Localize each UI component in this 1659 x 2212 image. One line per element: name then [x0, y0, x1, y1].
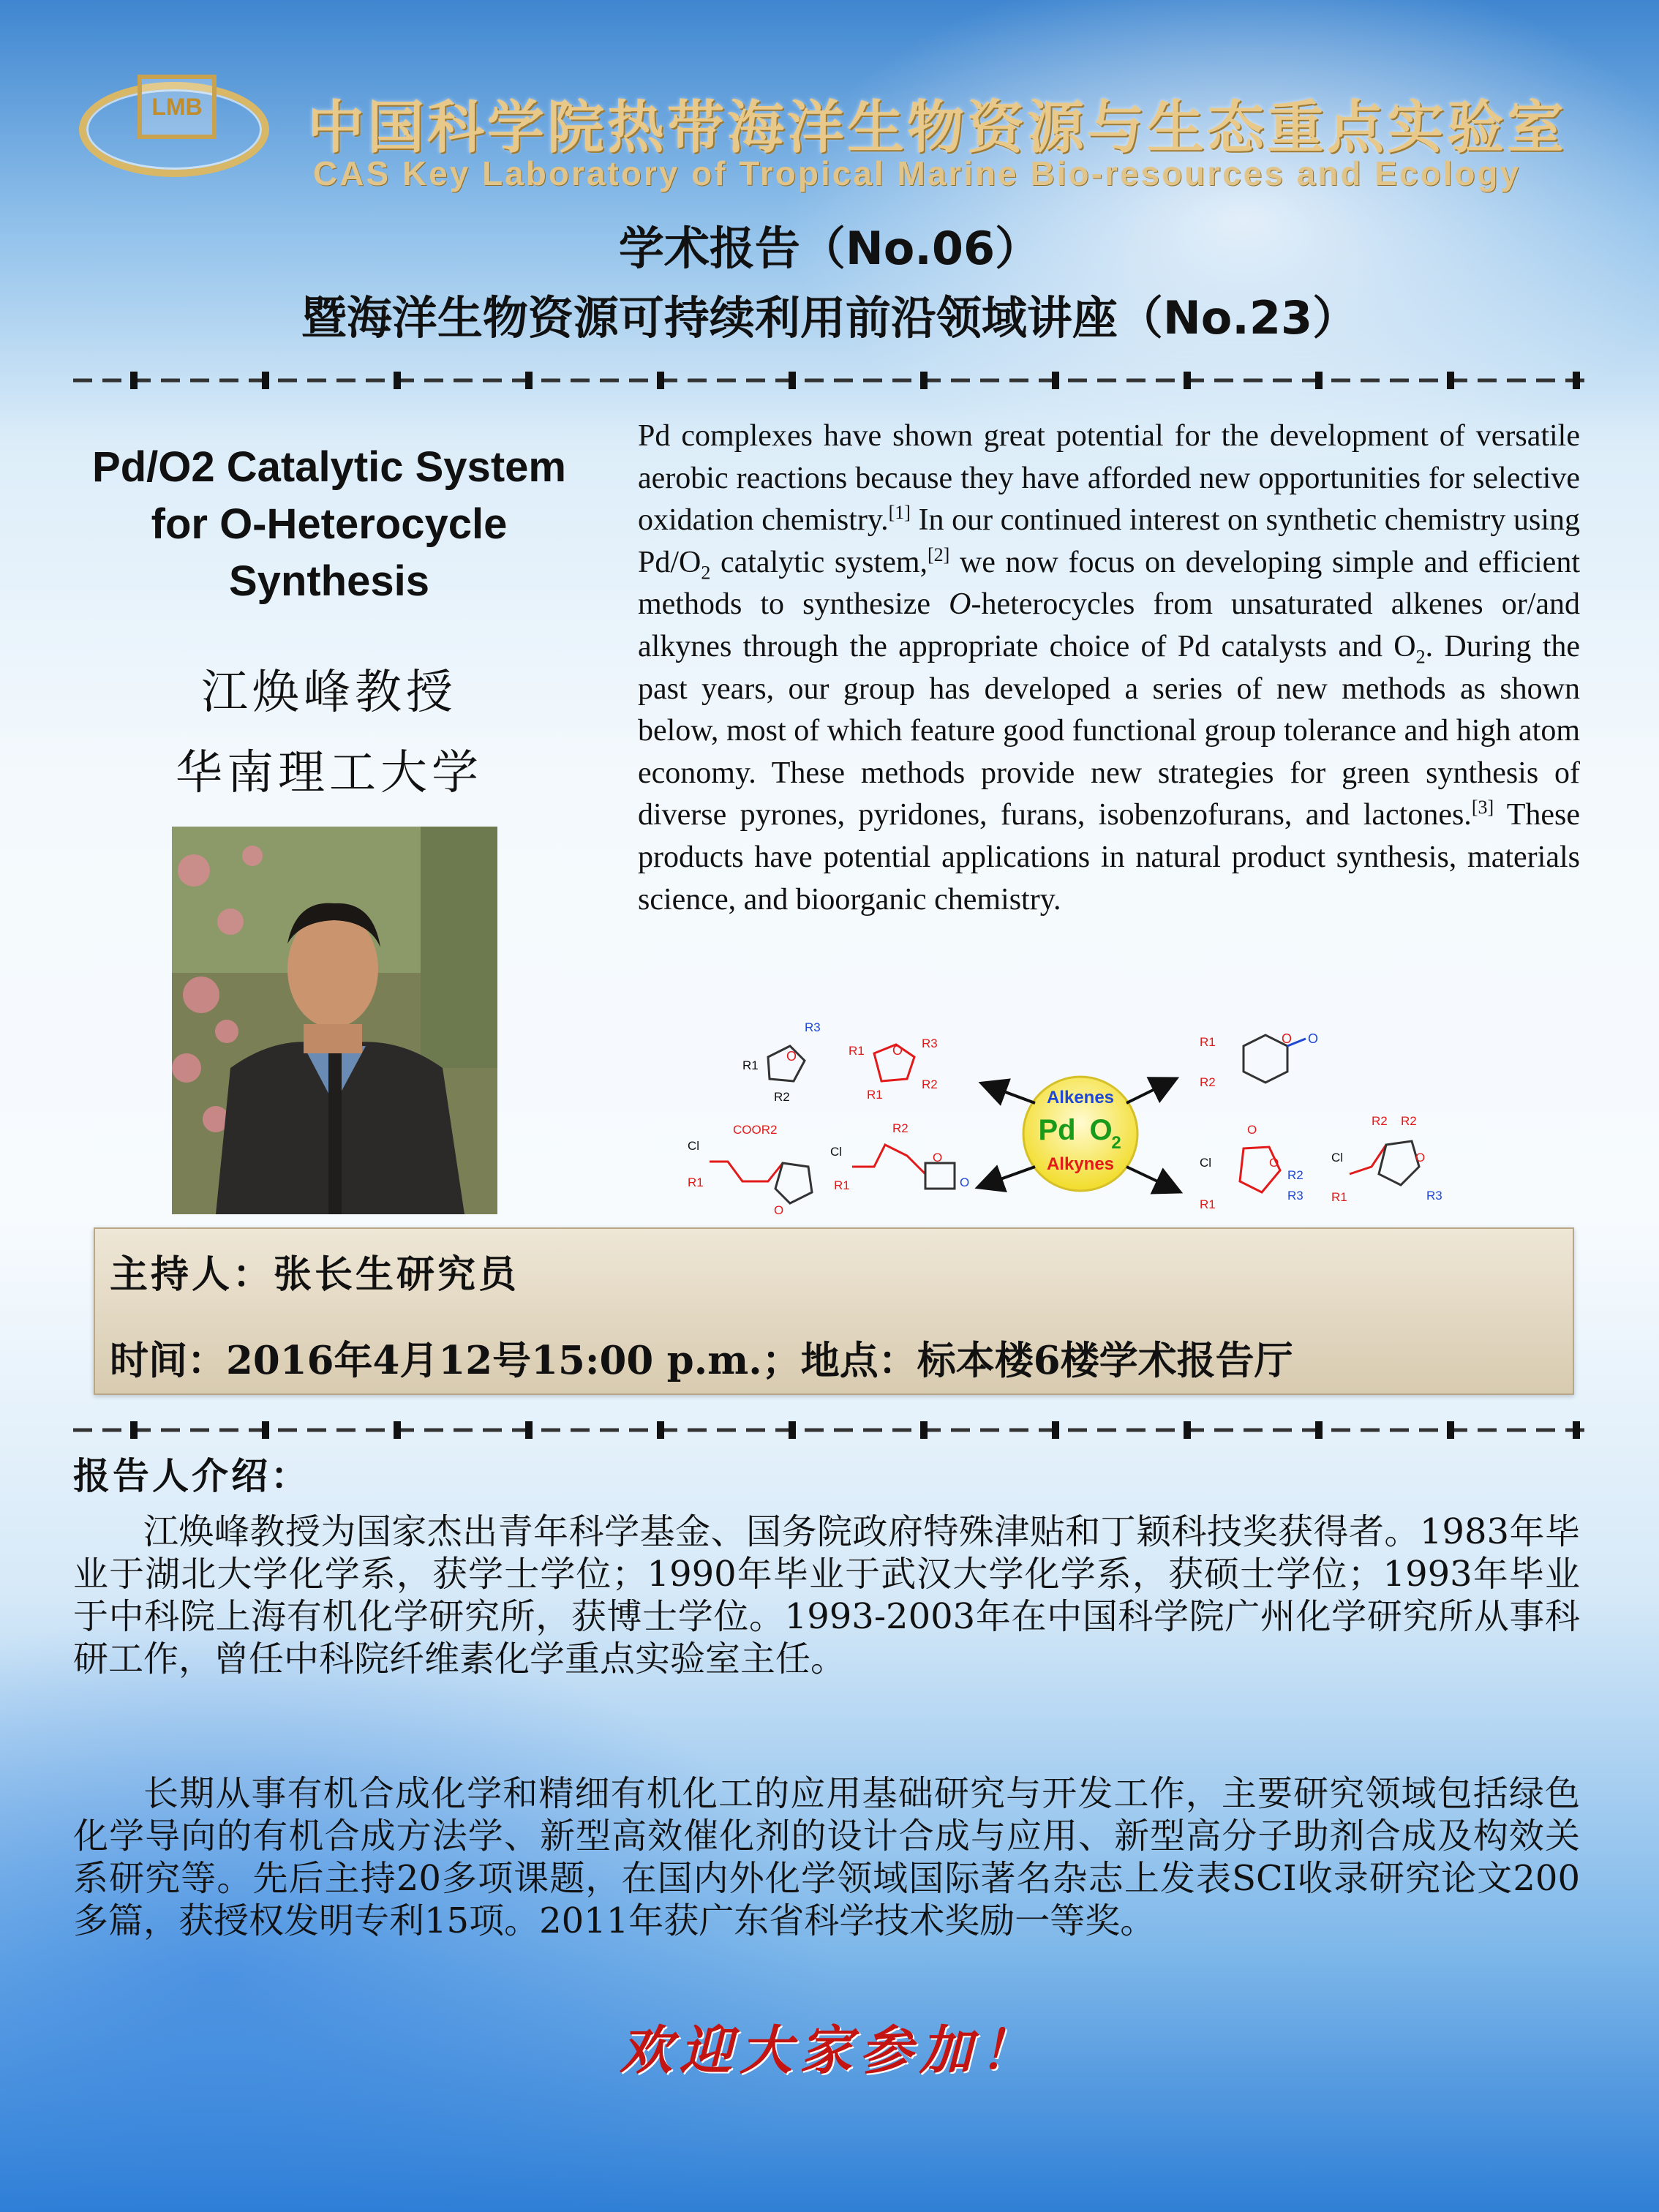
lab-name-cn: 中国科学院热带海洋生物资源与生态重点实验室 [307, 95, 1568, 161]
lab-name-en: CAS Key Laboratory of Tropical Marine Bio-resources and Ecology [313, 154, 1521, 192]
lecture-series-title: 暨海洋生物资源可持续利用前沿领域讲座（No.23） [301, 291, 1358, 345]
svg-text:R1: R1 [1200, 1197, 1216, 1211]
talk-title-line2: for O-Heterocycle [151, 500, 508, 548]
svg-text:O: O [1269, 1156, 1279, 1170]
subscript: 2 [701, 562, 711, 584]
svg-text:R2: R2 [774, 1090, 790, 1104]
lab-logo [138, 75, 217, 139]
alkynes-label: Alkynes [1046, 1154, 1115, 1174]
svg-text:R1: R1 [742, 1058, 759, 1072]
svg-text:R2: R2 [922, 1077, 938, 1091]
svg-text:Cl: Cl [830, 1145, 843, 1159]
svg-text:R2: R2 [892, 1121, 908, 1135]
ester-lactone [688, 1123, 812, 1236]
host-info: 主持人：张长生研究员 [110, 1252, 520, 1297]
tetrahydrofuran [1331, 1114, 1442, 1204]
citation-3: [3] [1471, 797, 1494, 819]
citation-1: [1] [888, 502, 911, 524]
abstract-part: Pd complexes have shown great potential for the development of versatile aerobic reactions because they have afforded new opportunities for selective oxidation chemistry. [638, 419, 1580, 538]
svg-text:R2: R2 [1401, 1114, 1417, 1128]
svg-text:O: O [1247, 1123, 1257, 1137]
svg-text:O: O [1415, 1151, 1426, 1165]
svg-text:O: O [1282, 1031, 1293, 1046]
o2-sub: 2 [1111, 1133, 1121, 1153]
svg-text:Cl: Cl [1331, 1151, 1344, 1165]
abstract-part: -heterocycles from unsaturated alkenes or/and alkynes through the appropriate choice of Pd catalysts and O [638, 587, 1580, 663]
svg-text:Cl: Cl [1200, 1156, 1212, 1170]
svg-text:R1: R1 [1331, 1190, 1347, 1204]
svg-text:R3: R3 [922, 1037, 938, 1050]
logo-text: LMB [151, 93, 203, 120]
svg-text:R2: R2 [1372, 1114, 1388, 1128]
svg-text:R1: R1 [1200, 1035, 1216, 1049]
talk-title-line1: Pd/O2 Catalytic System [92, 443, 566, 491]
svg-text:O: O [786, 1049, 797, 1064]
abstract-part: In our continued interest on synthetic chemistry using Pd/O [638, 503, 1581, 579]
bio-heading: 报告人介绍： [73, 1454, 310, 1497]
bio-paragraph-1: 江焕峰教授为国家杰出青年科学基金、国务院政府特殊津贴和丁颖科技奖获得者。1983年毕业于湖北大学化学系，获学士学位；1990年毕业于武汉大学化学系，获硕士学位；1993年毕业于中科院上海有机化学研究所，获博士学位。1993-2003年在中国科学院广州化学研究所从事科研工作，曾任中科院纤维素化学重点实验室主任。 [73, 1511, 1580, 1679]
beta-lactone [830, 1121, 969, 1192]
svg-text:O: O [960, 1175, 970, 1189]
welcome-message: 欢迎大家参加！ [619, 2020, 1039, 2081]
reaction-scheme [688, 1017, 1485, 1236]
subscript: 2 [1415, 646, 1426, 668]
abstract-part: . During the past years, our group has developed a series of new methods as shown below, most of which feature good functional group tolerance and high atom economy. These methods provide new strategies for green synthesis of diverse pyrones, pyridones, furans, isobenzofurans, and lactones. [638, 629, 1581, 832]
svg-text:R1: R1 [867, 1088, 883, 1102]
svg-text:R1: R1 [688, 1175, 704, 1189]
svg-text:O: O [774, 1203, 784, 1217]
svg-text:Cl: Cl [688, 1139, 700, 1153]
furan-1 [742, 1020, 821, 1104]
pd-label: Pd [1038, 1114, 1076, 1146]
svg-text:R2: R2 [1287, 1168, 1304, 1182]
gamma-lactone [1200, 1123, 1304, 1211]
divider-top [73, 369, 1595, 391]
talk-title [51, 439, 607, 610]
svg-text:R3: R3 [1287, 1189, 1304, 1203]
report-title: 学术报告（No.06） [618, 222, 1041, 275]
alkenes-label: Alkenes [1046, 1088, 1115, 1107]
abstract-text [638, 415, 1580, 921]
svg-text:R1: R1 [834, 1178, 850, 1192]
abstract-part: we now focus on developing simple and efficient methods to synthesize [638, 545, 1580, 622]
svg-text:COOR2: COOR2 [733, 1123, 778, 1137]
svg-text:O: O [933, 1151, 943, 1165]
speaker-affiliation: 华南理工大学 [176, 746, 483, 800]
talk-title-line3: Synthesis [229, 557, 429, 605]
pyrone [1200, 1031, 1318, 1089]
citation-2: [2] [928, 543, 950, 565]
abstract-part: catalytic system, [710, 545, 928, 579]
italic-o: O [949, 587, 971, 622]
time-location-info: 时间：2016年4月12号15:00 p.m.；地点：标本楼6楼学术报告厅 [110, 1338, 1293, 1383]
abstract-part: These products have potential applications in natural product synthesis, materials science, and bioorganic chemistry. [638, 798, 1580, 917]
svg-text:O: O [892, 1043, 903, 1058]
furan-2 [849, 1037, 938, 1102]
svg-text:R2: R2 [1200, 1075, 1216, 1089]
svg-text:R3: R3 [805, 1020, 821, 1034]
svg-text:O: O [1308, 1031, 1319, 1046]
o-label: O [1089, 1114, 1113, 1146]
speaker-name: 江焕峰教授 [201, 666, 457, 720]
divider-middle [73, 1419, 1595, 1441]
speaker-photo [172, 827, 497, 1214]
bio-paragraph-2: 长期从事有机合成化学和精细有机化工的应用基础研究与开发工作，主要研究领域包括绿色化学导向的有机合成方法学、新型高效催化剂的设计合成与应用、新型高分子助剂合成及构效关系研究等。先后主持20多项课题，在国内外化学领域国际著名杂志上发表SCI收录研究论文200多篇，获授权发明专利15项。2011年获广东省科学技术奖励一等奖。 [73, 1773, 1580, 1941]
svg-text:R1: R1 [849, 1044, 865, 1058]
svg-text:R3: R3 [1426, 1189, 1442, 1203]
